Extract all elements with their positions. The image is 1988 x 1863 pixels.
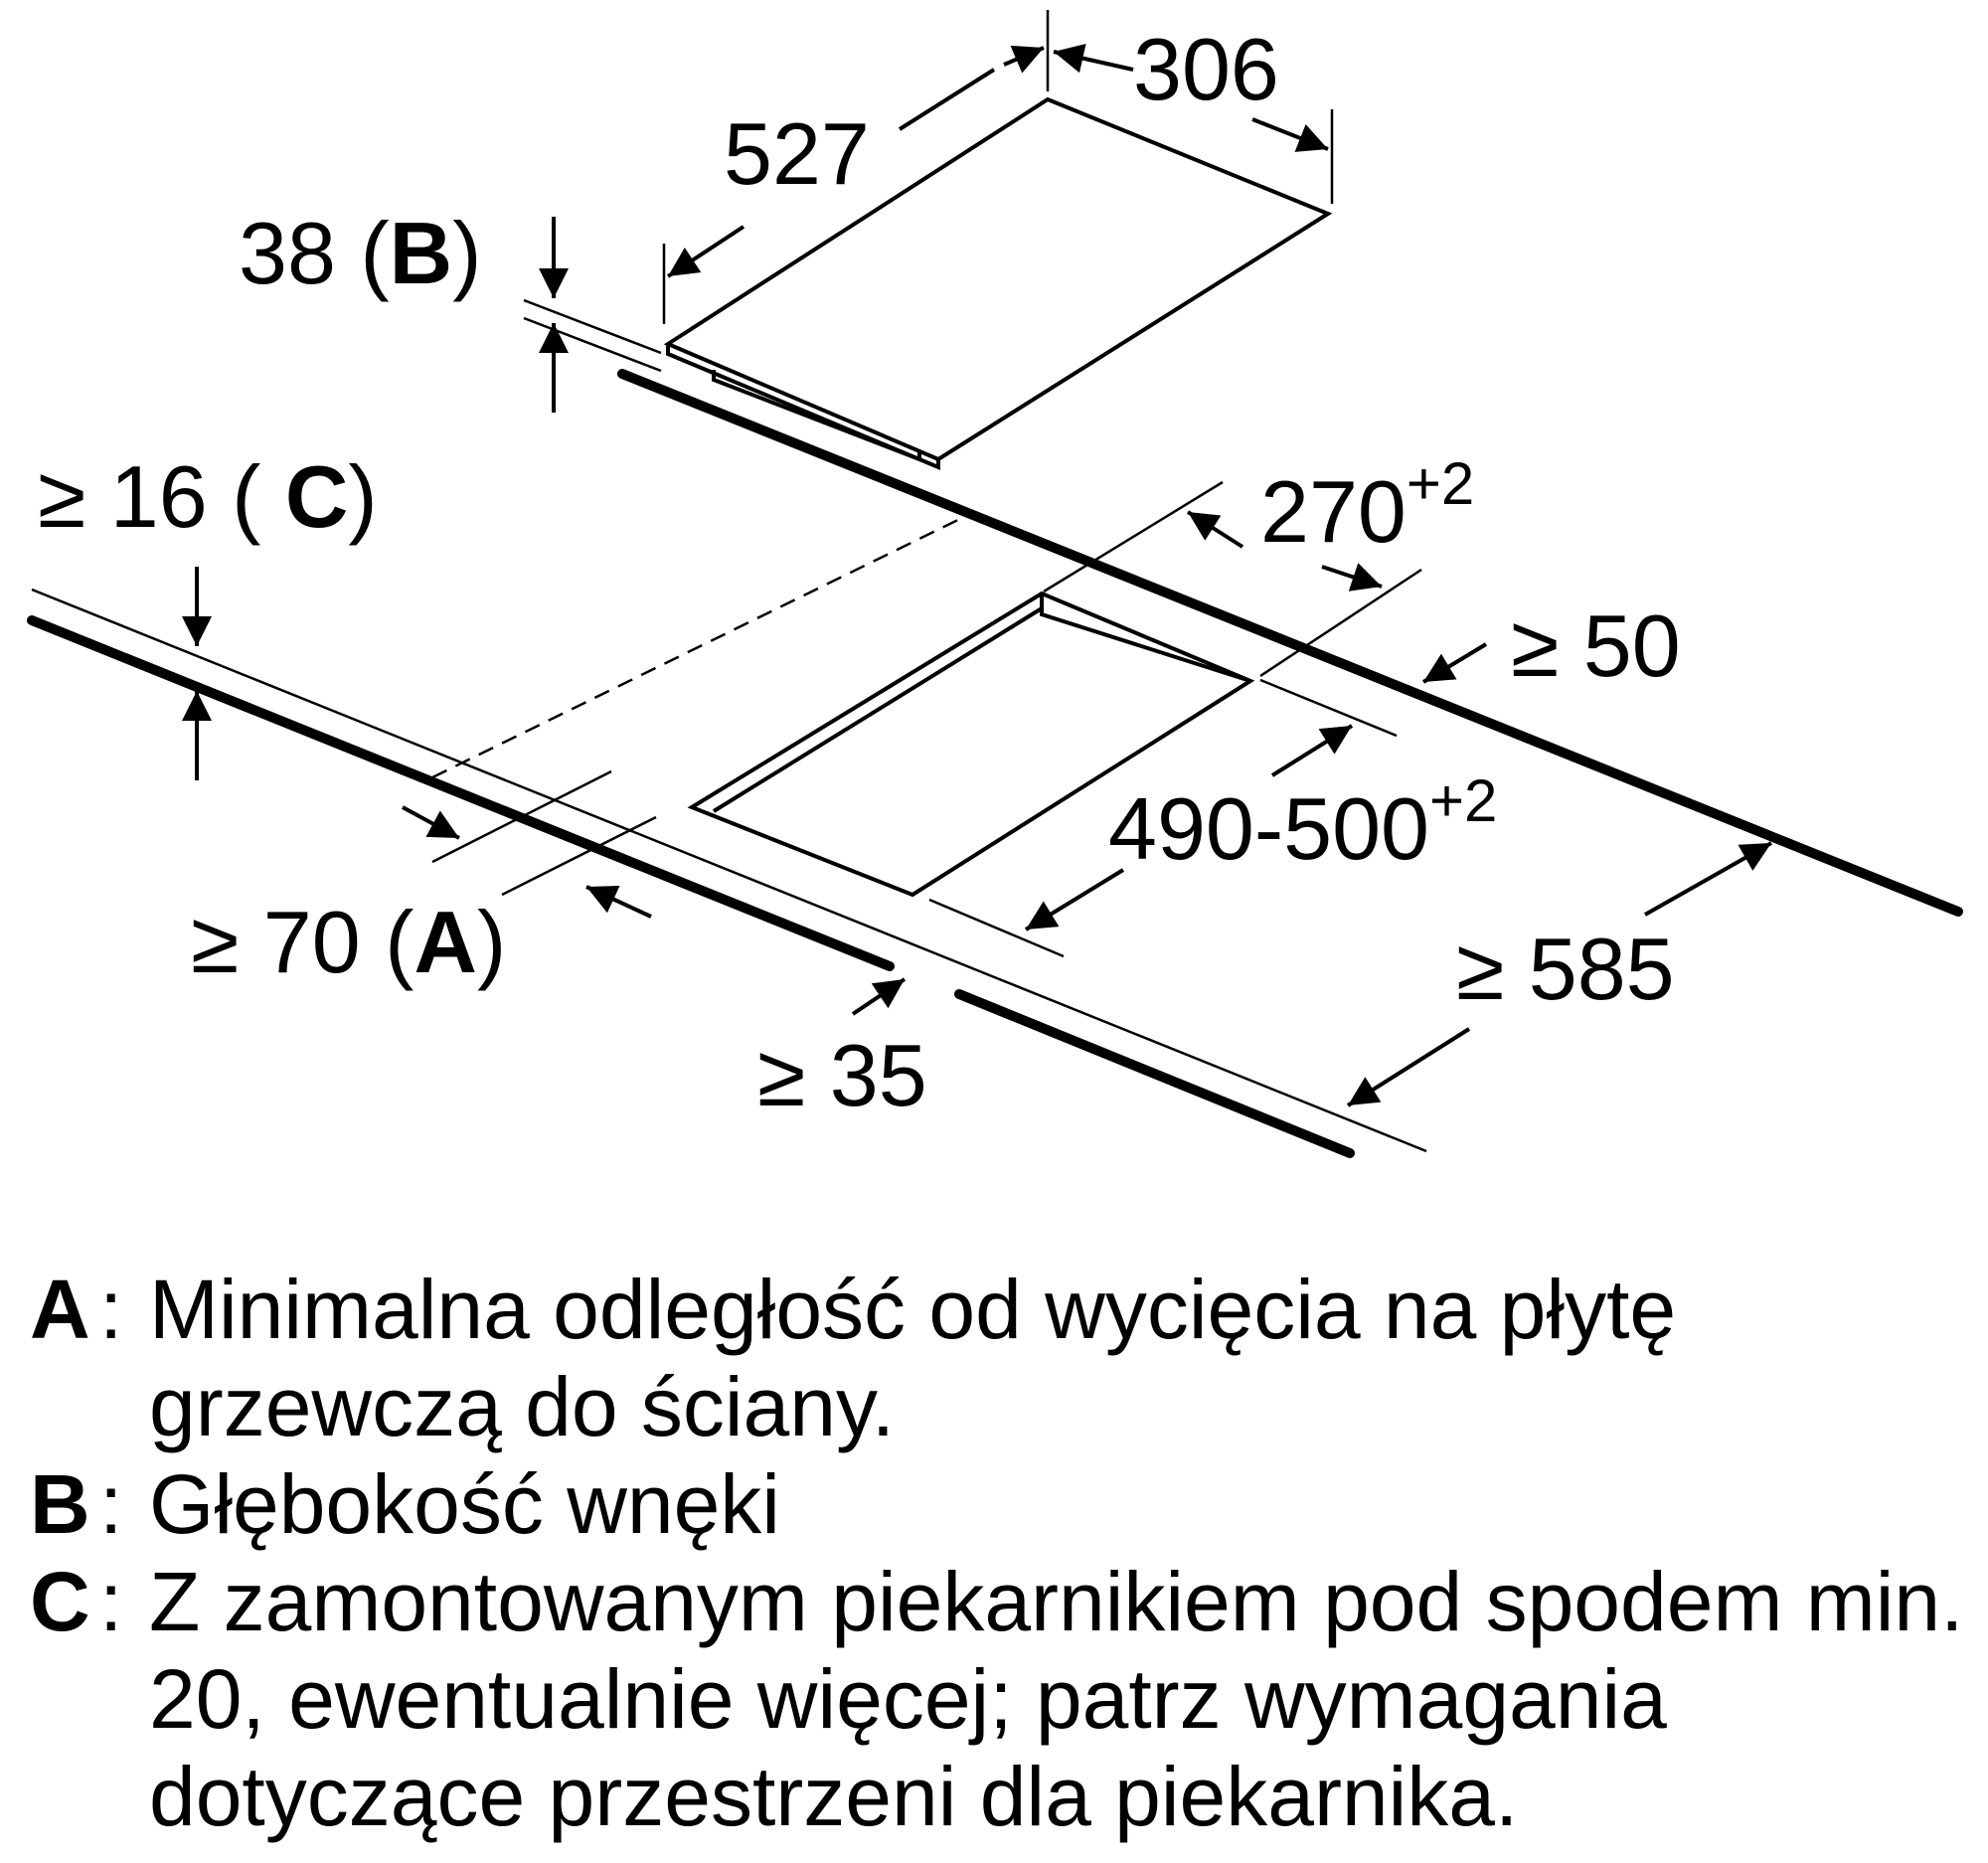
svg-text:38 (B) (239, 204, 482, 302)
label-35: ≥ 35 (757, 1026, 927, 1124)
label-16-close: ) (348, 447, 378, 546)
legend (30, 1261, 1978, 1845)
legend-item-C (30, 1553, 1978, 1845)
label-585: ≥ 585 (1456, 920, 1675, 1018)
label-70-close: ) (476, 893, 507, 991)
label-527: 527 (724, 104, 870, 203)
label-270: 270 (1260, 462, 1407, 561)
legend-text: Głębokość wnęki (149, 1457, 780, 1551)
label-306: 306 (1133, 20, 1279, 118)
dim-527 (664, 70, 994, 324)
legend-separator: : (99, 1555, 123, 1648)
legend-text: Z zamontowanym piekarnikiem pod spodem min. 20, ewentualnie więcej; patrz wymagania dotyczące przestrzeni dla piekarnika. (149, 1555, 1964, 1843)
svg-text:≥ 16 ( C) (38, 447, 378, 546)
label-38-key: B (389, 204, 453, 302)
dim-490-500 (929, 726, 1497, 956)
label-490-500: 490-500 (1108, 779, 1429, 878)
label-270-tol: +2 (1406, 450, 1475, 517)
dim-306 (1004, 10, 1332, 204)
dim-16-C (38, 447, 378, 780)
legend-separator: : (99, 1457, 123, 1551)
label-70: ≥ 70 ( (191, 893, 414, 991)
dim-38-B (239, 204, 661, 413)
dim-70-A (191, 771, 656, 991)
legend-item-A (30, 1261, 1978, 1455)
dim-585 (1348, 843, 1771, 1105)
svg-text:≥ 70 (A) (191, 893, 506, 991)
legend-separator: : (99, 1263, 123, 1356)
dim-270 (1044, 450, 1474, 676)
label-50: ≥ 50 (1511, 596, 1681, 695)
dim-35 (757, 979, 927, 1124)
legend-key: B (30, 1457, 90, 1551)
svg-text:270+2 (1260, 450, 1474, 561)
svg-text:490-500+2 (1108, 767, 1497, 878)
legend-key: A (30, 1263, 90, 1356)
label-38: 38 ( (239, 204, 390, 302)
label-70-key: A (414, 893, 477, 991)
legend-item-B (30, 1455, 1978, 1553)
legend-text: Minimalna odległość od wycięcia na płytę grzewczą do ściany. (149, 1263, 1677, 1453)
label-38-close: ) (452, 204, 482, 302)
label-490-500-tol: +2 (1428, 767, 1498, 834)
label-16: ≥ 16 ( (38, 447, 285, 546)
legend-key: C (30, 1555, 90, 1648)
label-16-key: C (284, 447, 349, 546)
